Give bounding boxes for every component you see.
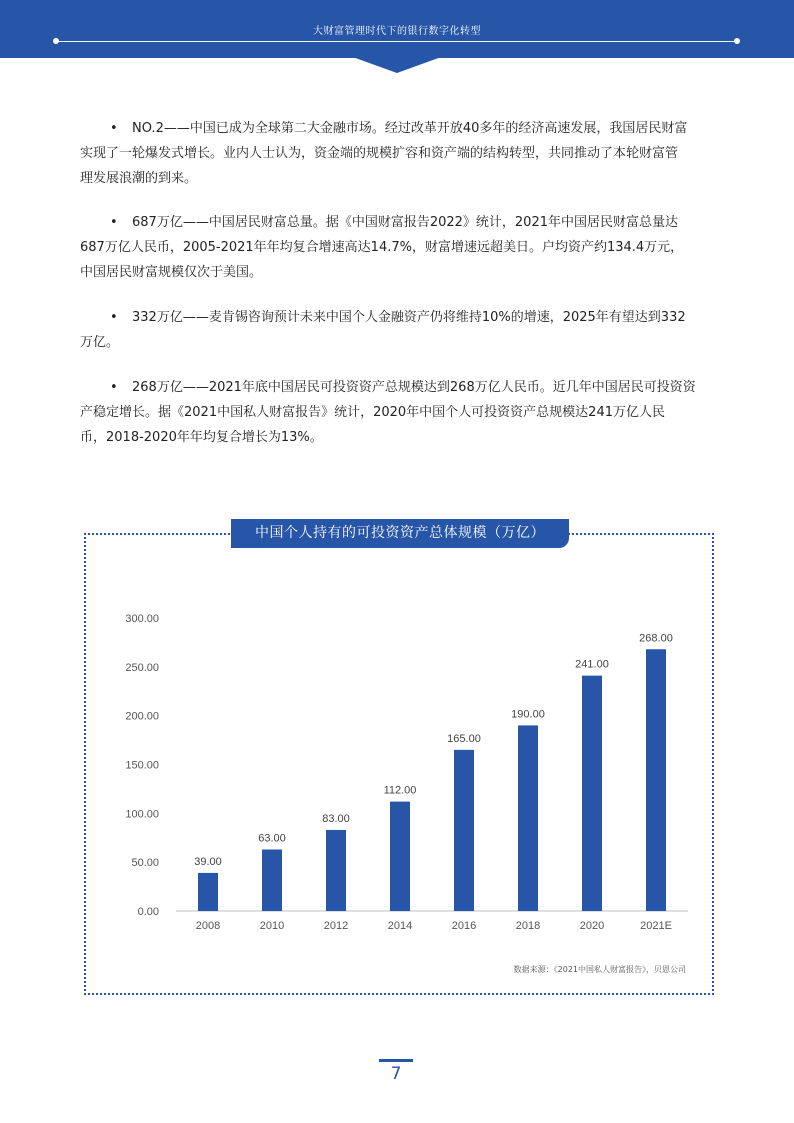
x-tick-label: 2018: [515, 920, 541, 932]
y-tick-label: 200.00: [125, 710, 159, 723]
data-label: 83.00: [322, 812, 350, 825]
header-title: 大财富管理时代下的银行数字化转型: [313, 26, 481, 37]
bar: [518, 725, 538, 911]
data-label: 39.00: [194, 855, 222, 868]
paragraph-line: 中国居民财富规模仅次于美国。: [80, 265, 263, 280]
paragraph-line: 687万亿人民币，2005-2021年年均复合增速高达14.7%，财富增速远超美日。户均资产约134.4万元，: [80, 240, 684, 255]
bullet: •: [110, 121, 118, 136]
paragraph-line: • NO.2——中国已成为全球第二大金融市场。经过改革开放40多年的经济高速发展，我国居民财富: [80, 116, 720, 141]
bar: [198, 873, 218, 911]
page-number: 7: [390, 1064, 402, 1084]
bar: [262, 849, 282, 911]
paragraph-line: 理发展浪潮的到来。: [80, 171, 198, 186]
x-tick-label: 2014: [387, 920, 413, 932]
bar-chart: [84, 533, 714, 995]
bar: [582, 676, 602, 911]
y-tick-label: 0.00: [137, 906, 159, 918]
bullet: •: [110, 380, 118, 395]
paragraph-687: [80, 210, 720, 285]
chart-source: 数据来源：《2021中国私人财富报告》，贝恩公司: [513, 965, 686, 974]
bar: [390, 802, 410, 911]
data-label: 112.00: [383, 784, 417, 797]
header-divider: [56, 41, 738, 42]
paragraph-line: 实现了一轮爆发式增长。业内人士认为，资金端的规模扩容和资产端的结构转型，共同推动了本轮财富管: [80, 146, 679, 161]
header-dot-right: [734, 38, 740, 44]
paragraph-268: [80, 375, 720, 450]
x-tick-label: 2016: [451, 920, 477, 932]
data-label: 268.00: [639, 632, 673, 645]
y-tick-label: 150.00: [125, 759, 159, 772]
data-label: 190.00: [511, 708, 545, 721]
header-dot-left: [53, 38, 59, 44]
page-number-rule: [379, 1059, 413, 1062]
x-tick-label: 2020: [579, 920, 605, 932]
paragraph-line: • 332万亿——麦肯锡咨询预计未来中国个人金融资产仍将维持10%的增速，2025年有望达到332: [80, 305, 720, 330]
paragraph-line: 万亿。: [80, 335, 120, 350]
paragraph-line: • 268万亿——2021年底中国居民可投资资产总规模达到268万亿人民币。近几年中国居民可投资资: [80, 375, 720, 400]
x-tick-label: 2010: [259, 920, 285, 932]
chart-title: 中国个人持有的可投资资产总体规模（万亿）: [231, 519, 569, 548]
header-notch: [350, 56, 444, 73]
bar: [454, 750, 474, 911]
y-tick-label: 300.00: [125, 613, 159, 625]
x-tick-label: 2012: [323, 920, 349, 932]
y-tick-label: 100.00: [125, 808, 159, 821]
x-tick-label: 2008: [195, 920, 221, 932]
data-label: 63.00: [258, 832, 286, 845]
paragraph-line: 币，2018-2020年年均复合增长为13%。: [80, 430, 323, 445]
paragraph-line: 产稳定增长。据《2021中国私人财富报告》统计，2020年中国个人可投资资产总规模达241万亿人民: [80, 405, 665, 420]
y-tick-label: 50.00: [131, 857, 159, 870]
data-label: 165.00: [447, 732, 481, 745]
paragraph-no2: [80, 116, 720, 191]
bullet: •: [110, 215, 118, 230]
data-label: 241.00: [575, 658, 609, 671]
bullet: •: [110, 310, 118, 325]
bar: [326, 830, 346, 911]
x-tick-label: 2021E: [640, 920, 672, 932]
bar: [646, 649, 666, 911]
paragraph-332: [80, 305, 720, 355]
paragraph-line: • 687万亿——中国居民财富总量。据《中国财富报告2022》统计，2021年中国居民财富总量达: [80, 210, 720, 235]
y-tick-label: 250.00: [125, 661, 159, 674]
